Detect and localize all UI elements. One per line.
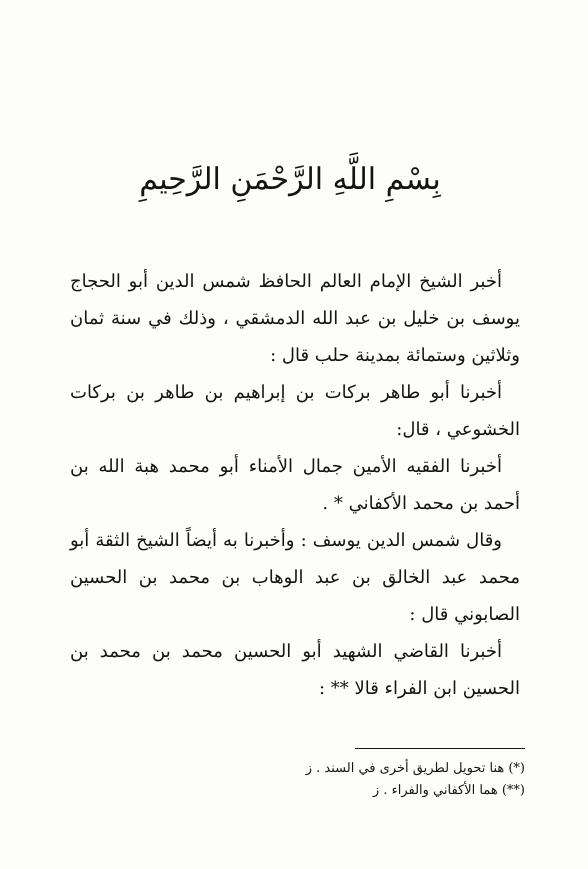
- paragraph-1: أخبر الشيخ الإمام العالم الحافظ شمس الدين أبو الحجاج يوسف بن خليل بن عبد الله الدمشقي ، وذلك في سنة ثمان وثلاثين وستمائة بمدينة حلب قال :: [70, 271, 520, 366]
- paragraph-3: أخبرنا الفقيه الأمين جمال الأمناء أبو محمد هبة الله بن أحمد بن محمد الأكفاني * .: [70, 456, 520, 514]
- footnote-2: (**) هما الأكفاني والفراء . ز: [372, 783, 525, 798]
- main-text: [70, 263, 520, 707]
- footnote-divider: [355, 748, 525, 749]
- paragraph-5: أخبرنا القاضي الشهيد أبو الحسين محمد بن محمد بن الحسين ابن الفراء قالا ** :: [70, 641, 520, 699]
- paragraph-2: أخبرنا أبو طاهر بركات بن إبراهيم بن طاهر بن بركات الخشوعي ، قال:: [70, 382, 520, 440]
- basmala-heading: بِسْمِ اللَّهِ الرَّحْمَنِ الرَّحِيمِ: [139, 162, 441, 197]
- paragraph-4: وقال شمس الدين يوسف : وأخبرنا به أيضاً الشيخ الثقة أبو محمد عبد الخالق بن عبد الوهاب بن محمد بن الحسين الصابوني قال :: [70, 530, 520, 625]
- footnotes: [240, 758, 525, 802]
- footnote-1: (*) هنا تحويل لطريق أخرى في السند . ز: [305, 761, 525, 776]
